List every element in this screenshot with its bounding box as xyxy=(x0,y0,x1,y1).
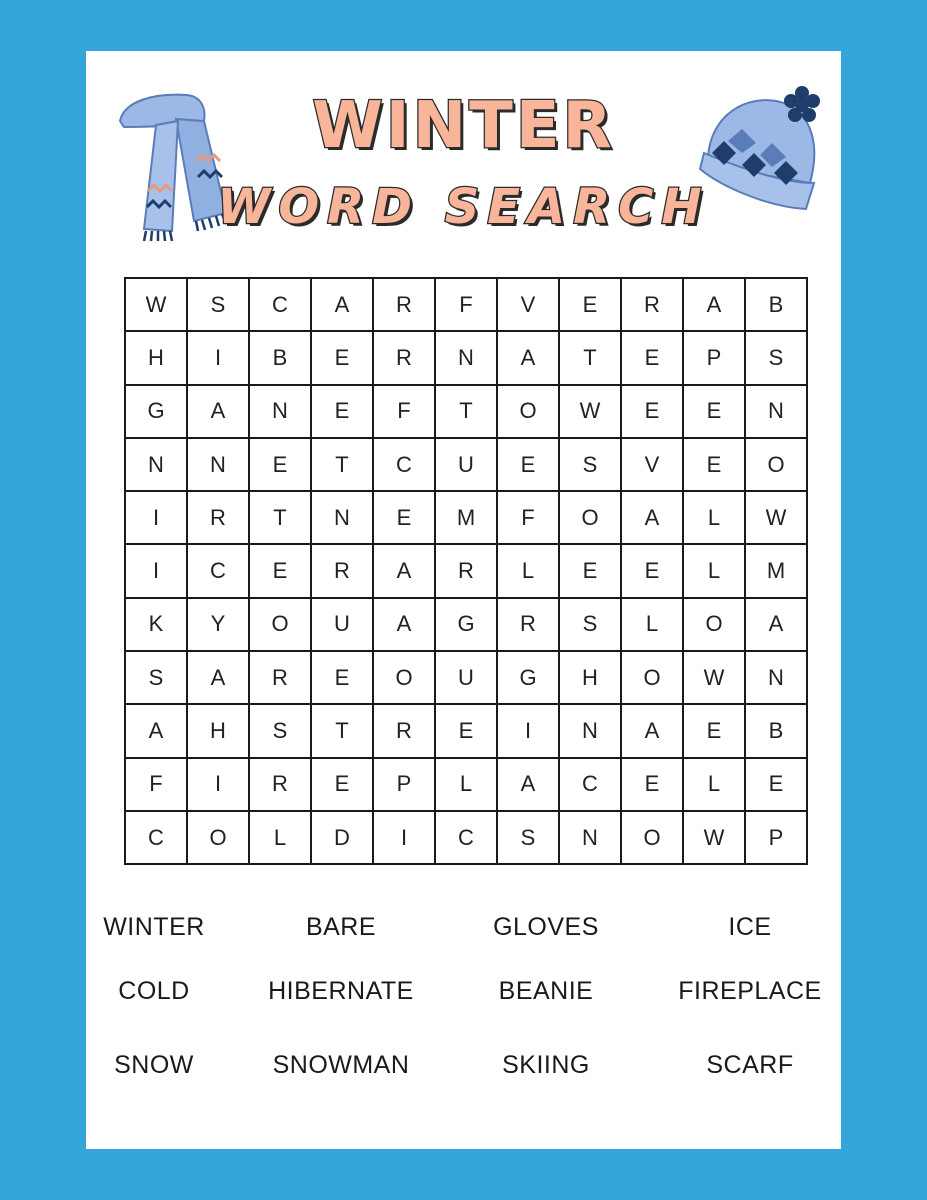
grid-cell[interactable]: O xyxy=(621,651,683,704)
grid-cell[interactable]: O xyxy=(559,491,621,544)
grid-cell[interactable]: N xyxy=(435,331,497,384)
grid-cell[interactable]: N xyxy=(745,385,807,438)
grid-cell[interactable]: R xyxy=(249,758,311,811)
grid-cell[interactable]: E xyxy=(249,438,311,491)
word-list-item: COLD xyxy=(118,977,190,1005)
grid-cell[interactable]: S xyxy=(559,598,621,651)
grid-cell[interactable]: N xyxy=(559,811,621,864)
word-list-item: FIREPLACE xyxy=(678,977,822,1005)
grid-cell[interactable]: Y xyxy=(187,598,249,651)
grid-cell[interactable]: E xyxy=(683,385,745,438)
grid-cell[interactable]: U xyxy=(435,651,497,704)
grid-cell[interactable]: A xyxy=(187,385,249,438)
grid-cell[interactable]: M xyxy=(745,544,807,597)
grid-cell[interactable]: I xyxy=(373,811,435,864)
grid-cell[interactable]: C xyxy=(187,544,249,597)
worksheet-page xyxy=(86,51,841,1149)
grid-cell[interactable]: R xyxy=(497,598,559,651)
grid-row xyxy=(125,331,807,384)
grid-cell[interactable]: V xyxy=(497,278,559,331)
grid-cell[interactable]: R xyxy=(311,544,373,597)
grid-row xyxy=(125,385,807,438)
grid-cell[interactable]: G xyxy=(497,651,559,704)
grid-cell[interactable]: S xyxy=(559,438,621,491)
grid-cell[interactable]: O xyxy=(497,385,559,438)
grid-cell[interactable]: L xyxy=(435,758,497,811)
grid-row xyxy=(125,651,807,704)
grid-cell[interactable]: I xyxy=(187,331,249,384)
grid-cell[interactable]: I xyxy=(125,544,187,597)
grid-cell[interactable]: K xyxy=(125,598,187,651)
grid-cell[interactable]: E xyxy=(373,491,435,544)
grid-cell[interactable]: E xyxy=(745,758,807,811)
grid-cell[interactable]: A xyxy=(745,598,807,651)
grid-cell[interactable]: L xyxy=(683,758,745,811)
grid-cell[interactable]: T xyxy=(311,438,373,491)
grid-cell[interactable]: L xyxy=(249,811,311,864)
grid-cell[interactable]: R xyxy=(187,491,249,544)
grid-cell[interactable]: W xyxy=(125,278,187,331)
grid-cell[interactable]: W xyxy=(683,811,745,864)
grid-row xyxy=(125,811,807,864)
word-list-item: GLOVES xyxy=(493,913,599,941)
grid-cell[interactable]: A xyxy=(187,651,249,704)
grid-cell[interactable]: T xyxy=(559,331,621,384)
grid-cell[interactable]: T xyxy=(435,385,497,438)
grid-cell[interactable]: W xyxy=(745,491,807,544)
grid-cell[interactable]: H xyxy=(125,331,187,384)
grid-cell[interactable]: N xyxy=(311,491,373,544)
grid-cell[interactable]: E xyxy=(311,758,373,811)
grid-cell[interactable]: O xyxy=(683,598,745,651)
grid-cell[interactable]: R xyxy=(373,278,435,331)
grid-cell[interactable]: P xyxy=(745,811,807,864)
grid-cell[interactable]: E xyxy=(621,544,683,597)
grid-cell[interactable]: U xyxy=(311,598,373,651)
grid-cell[interactable]: C xyxy=(249,278,311,331)
grid-cell[interactable]: E xyxy=(621,385,683,438)
grid-cell[interactable]: T xyxy=(249,491,311,544)
grid-cell[interactable]: E xyxy=(311,331,373,384)
grid-cell[interactable]: C xyxy=(373,438,435,491)
grid-cell[interactable]: H xyxy=(187,704,249,757)
grid-cell[interactable]: P xyxy=(373,758,435,811)
grid-cell[interactable]: S xyxy=(497,811,559,864)
word-search-grid xyxy=(124,277,808,865)
grid-cell[interactable]: E xyxy=(311,385,373,438)
grid-cell[interactable]: C xyxy=(435,811,497,864)
grid-cell[interactable]: A xyxy=(621,491,683,544)
grid-cell[interactable]: O xyxy=(249,598,311,651)
word-list-item: SNOWMAN xyxy=(272,1051,410,1079)
word-list-item: BEANIE xyxy=(498,977,594,1005)
grid-cell[interactable]: A xyxy=(621,704,683,757)
grid-row xyxy=(125,491,807,544)
grid-cell[interactable]: E xyxy=(683,438,745,491)
grid-row xyxy=(125,758,807,811)
word-list-item: SCARF xyxy=(706,1051,794,1079)
grid-cell[interactable]: S xyxy=(125,651,187,704)
grid-cell[interactable]: O xyxy=(373,651,435,704)
grid-row xyxy=(125,598,807,651)
grid-cell[interactable]: W xyxy=(559,385,621,438)
grid-cell[interactable]: G xyxy=(435,598,497,651)
grid-cell[interactable]: F xyxy=(125,758,187,811)
grid-cell[interactable]: E xyxy=(249,544,311,597)
grid-cell[interactable]: L xyxy=(683,491,745,544)
grid-cell[interactable]: H xyxy=(559,651,621,704)
grid-cell[interactable]: F xyxy=(373,385,435,438)
word-list-item: SNOW xyxy=(114,1051,194,1079)
grid-cell[interactable]: L xyxy=(497,544,559,597)
grid-cell[interactable]: A xyxy=(497,758,559,811)
grid-cell[interactable]: C xyxy=(125,811,187,864)
grid-cell[interactable]: E xyxy=(621,758,683,811)
grid-cell[interactable]: F xyxy=(435,278,497,331)
grid-cell[interactable]: C xyxy=(559,758,621,811)
grid-cell[interactable]: L xyxy=(683,544,745,597)
grid-cell[interactable]: N xyxy=(559,704,621,757)
grid-cell[interactable]: B xyxy=(249,331,311,384)
word-list-item: HIBERNATE xyxy=(268,977,414,1005)
grid-cell[interactable]: R xyxy=(249,651,311,704)
title-line-2: WORD SEARCH xyxy=(217,179,710,235)
grid-cell[interactable]: B xyxy=(745,704,807,757)
grid-cell[interactable]: V xyxy=(621,438,683,491)
grid-cell[interactable]: A xyxy=(497,331,559,384)
grid-cell[interactable]: A xyxy=(125,704,187,757)
grid-cell[interactable]: B xyxy=(745,278,807,331)
word-list-item: BARE xyxy=(305,913,377,941)
grid-cell[interactable]: T xyxy=(311,704,373,757)
grid-cell[interactable]: R xyxy=(373,704,435,757)
grid-row xyxy=(125,704,807,757)
grid-cell[interactable]: O xyxy=(745,438,807,491)
grid-cell[interactable]: D xyxy=(311,811,373,864)
grid-row xyxy=(125,544,807,597)
grid-cell[interactable]: N xyxy=(125,438,187,491)
grid-cell[interactable]: O xyxy=(187,811,249,864)
word-list-item: WINTER xyxy=(103,913,205,941)
word-list-item: SKIING xyxy=(502,1051,590,1079)
grid-cell[interactable]: N xyxy=(249,385,311,438)
grid-cell[interactable]: A xyxy=(683,278,745,331)
grid-cell[interactable]: A xyxy=(373,544,435,597)
grid-cell[interactable]: R xyxy=(435,544,497,597)
grid-cell[interactable]: M xyxy=(435,491,497,544)
grid-cell[interactable]: F xyxy=(497,491,559,544)
word-list-item: ICE xyxy=(728,913,772,941)
grid-cell[interactable]: I xyxy=(187,758,249,811)
grid-cell[interactable]: E xyxy=(435,704,497,757)
grid-cell[interactable]: L xyxy=(621,598,683,651)
grid-cell[interactable]: G xyxy=(125,385,187,438)
grid-cell[interactable]: I xyxy=(125,491,187,544)
grid-cell[interactable]: S xyxy=(187,278,249,331)
grid-cell[interactable]: A xyxy=(311,278,373,331)
grid-row xyxy=(125,438,807,491)
grid-cell[interactable]: P xyxy=(683,331,745,384)
grid-cell[interactable]: E xyxy=(683,704,745,757)
grid-cell[interactable]: S xyxy=(745,331,807,384)
grid-cell[interactable]: N xyxy=(745,651,807,704)
grid-cell[interactable]: W xyxy=(683,651,745,704)
grid-cell[interactable]: E xyxy=(497,438,559,491)
grid-cell[interactable]: R xyxy=(373,331,435,384)
grid-cell[interactable]: A xyxy=(373,598,435,651)
grid-cell[interactable]: E xyxy=(311,651,373,704)
grid-cell[interactable]: E xyxy=(559,278,621,331)
grid-cell[interactable]: E xyxy=(621,331,683,384)
grid-cell[interactable]: E xyxy=(559,544,621,597)
grid-cell[interactable]: U xyxy=(435,438,497,491)
grid-cell[interactable]: O xyxy=(621,811,683,864)
title-line-1: WINTER xyxy=(312,89,615,163)
grid-cell[interactable]: N xyxy=(187,438,249,491)
grid-cell[interactable]: S xyxy=(249,704,311,757)
grid-row xyxy=(125,278,807,331)
grid-cell[interactable]: I xyxy=(497,704,559,757)
grid-cell[interactable]: R xyxy=(621,278,683,331)
